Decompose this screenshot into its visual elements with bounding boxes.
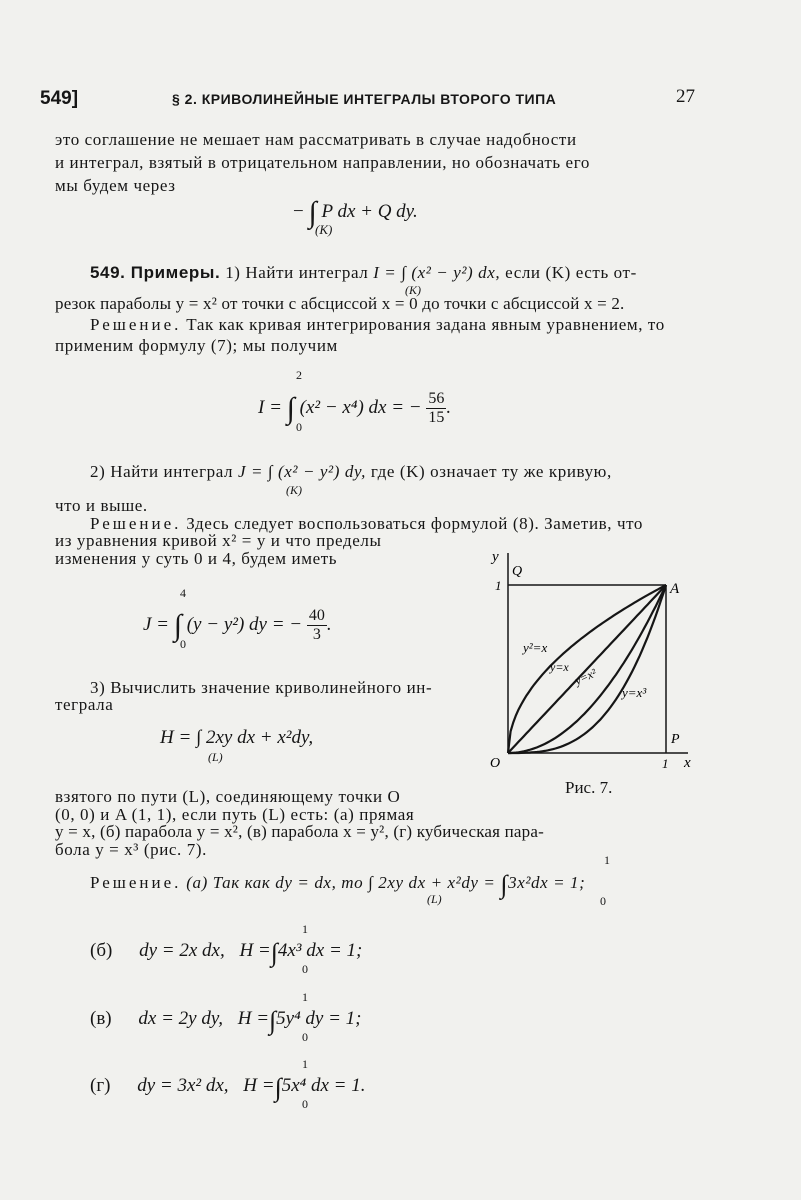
formula-inline: I = ∫ (x² − y²) dx, bbox=[373, 263, 501, 282]
fraction-denominator: 3 bbox=[312, 626, 321, 643]
curve-label-y-eq-x2: y=x² bbox=[572, 665, 599, 688]
case-equation: dx = 2y dy, bbox=[138, 1008, 223, 1029]
solution-text: Так как кривая интегрирования задана явным уравнением, то bbox=[186, 315, 665, 334]
example-line: y = x, (б) парабола y = x², (в) парабола x = y², (г) кубическая пара- bbox=[55, 822, 544, 841]
integral-sign: ∫ bbox=[274, 1073, 282, 1102]
y-axis-label: y bbox=[492, 549, 499, 565]
formula-inline: ∫ 2xy dx + x²dy = bbox=[368, 873, 496, 892]
solution-case-b bbox=[90, 940, 362, 966]
solution-case-c bbox=[90, 1008, 362, 1034]
case-equation: dy = 2x dx, bbox=[139, 940, 225, 961]
case-h: H = bbox=[243, 1075, 275, 1096]
formula-prefix: − bbox=[293, 201, 304, 222]
case-label: (б) bbox=[90, 940, 113, 961]
formula-lower-limit: (L) bbox=[208, 750, 223, 764]
solution-case-d bbox=[90, 1075, 366, 1101]
formula-integrand: (y − y²) dy = − bbox=[186, 613, 303, 635]
case-integral: 4x³ dx = 1; bbox=[277, 940, 363, 961]
formula-lower-limit: (L) bbox=[427, 892, 442, 906]
formula-inline: 3x²dx = 1; bbox=[508, 873, 586, 892]
curve-label-y-eq-x: y=x bbox=[550, 660, 569, 674]
curve-label-y-eq-x3: y=x³ bbox=[622, 685, 647, 700]
example-text: 1) Найти интеграл bbox=[225, 263, 369, 282]
formula-integrand: (x² − x⁴) dx = − bbox=[299, 396, 422, 418]
formula-lhs: J = bbox=[143, 613, 170, 635]
case-integral: 5y⁴ dy = 1; bbox=[276, 1008, 362, 1029]
example-line bbox=[90, 263, 637, 283]
example-line: взятого по пути (L), соединяющему точки O bbox=[55, 787, 401, 806]
point-a-label: A bbox=[670, 581, 680, 597]
upper-limit: 1 bbox=[302, 922, 308, 936]
integral-sign: ∫ bbox=[269, 1006, 277, 1035]
formula-lower-limit: (K) bbox=[315, 222, 333, 237]
running-title: § 2. КРИВОЛИНЕЙНЫЕ ИНТЕГРАЛЫ ВТОРОГО ТИПА bbox=[172, 91, 557, 107]
fraction-denominator: 15 bbox=[428, 409, 445, 426]
example-line bbox=[90, 462, 612, 482]
solution-line: применим формулу (7); мы получим bbox=[55, 336, 338, 355]
point-p-label: P bbox=[671, 732, 680, 747]
example-line: теграла bbox=[55, 695, 114, 714]
integral-sign: ∫ bbox=[286, 391, 295, 425]
example-line: 3) Вычислить значение криволинейного ин- bbox=[90, 678, 433, 697]
formula-end: . bbox=[446, 396, 452, 418]
lower-limit: 0 bbox=[302, 1030, 308, 1044]
formula-end: . bbox=[326, 613, 332, 635]
example-text: 2) Найти интеграл bbox=[90, 462, 234, 481]
upper-limit: 1 bbox=[604, 853, 610, 867]
formula-definite-integral bbox=[143, 607, 332, 644]
formula-line-integral: H = ∫ 2xy dx + x²dy, bbox=[160, 727, 314, 748]
integral-sign: ∫ bbox=[308, 196, 317, 229]
example-line: резок параболы y = x² от точки с абсциссой x = 0 до точки с абсциссой x = 2. bbox=[55, 294, 625, 313]
origin-label: O bbox=[490, 756, 501, 771]
case-label: (г) bbox=[90, 1075, 111, 1096]
example-line: бола y = x³ (рис. 7). bbox=[55, 840, 207, 859]
case-label: (в) bbox=[90, 1008, 112, 1029]
lower-limit: 0 bbox=[180, 637, 186, 651]
formula-lower-limit: (K) bbox=[405, 283, 421, 297]
solution-line: изменения y суть 0 и 4, будем иметь bbox=[55, 549, 338, 568]
lower-limit: 0 bbox=[302, 1097, 308, 1111]
case-integral: 5x⁴ dx = 1. bbox=[281, 1075, 366, 1096]
y-one-label: 1 bbox=[495, 578, 502, 593]
solution-line bbox=[90, 872, 585, 898]
integral-sign: ∫ bbox=[173, 608, 182, 642]
solution-text: (а) Так как dy = dx, то bbox=[186, 873, 364, 892]
formula-definite-integral bbox=[258, 390, 451, 427]
case-equation: dy = 3x² dx, bbox=[137, 1075, 229, 1096]
lower-limit: 0 bbox=[600, 894, 606, 908]
lower-limit: 0 bbox=[296, 420, 302, 434]
upper-limit: 1 bbox=[302, 1057, 308, 1071]
point-q-label: Q bbox=[512, 564, 523, 579]
case-h: H = bbox=[239, 940, 271, 961]
figure-caption: Рис. 7. bbox=[565, 778, 613, 797]
curve-label-x-eq-y2: y²=x bbox=[523, 640, 548, 655]
figure-7 bbox=[440, 545, 700, 805]
solution-label: Решение. bbox=[90, 514, 182, 533]
upper-limit: 2 bbox=[296, 368, 302, 382]
section-number: 549] bbox=[40, 88, 79, 109]
formula-lhs: I = bbox=[258, 396, 282, 418]
solution-line bbox=[90, 315, 665, 335]
integral-sign: ∫ bbox=[270, 938, 278, 967]
solution-label: Решение. bbox=[90, 873, 182, 892]
fraction-numerator: 40 bbox=[308, 607, 325, 624]
paragraph-line: и интеграл, взятый в отрицательном направлении, но обозначать его bbox=[55, 153, 590, 172]
example-text: где (K) означает ту же кривую, bbox=[370, 462, 612, 481]
upper-limit: 4 bbox=[180, 586, 186, 600]
formula-line-integral bbox=[293, 198, 418, 228]
formula-integrand: P dx + Q dy. bbox=[321, 201, 418, 222]
solution-label: Решение. bbox=[90, 315, 182, 334]
case-h: H = bbox=[237, 1008, 270, 1029]
paragraph-line: мы будем через bbox=[55, 176, 176, 195]
example-line: (0, 0) и A (1, 1), если путь (L) есть: (а) прямая bbox=[55, 805, 415, 824]
lower-limit: 0 bbox=[302, 962, 308, 976]
x-one-label: 1 bbox=[662, 756, 669, 771]
x-axis-label: x bbox=[684, 755, 691, 771]
example-heading: 549. Примеры. bbox=[90, 263, 221, 282]
solution-line: из уравнения кривой x² = y и что пределы bbox=[55, 531, 382, 550]
upper-limit: 1 bbox=[302, 990, 308, 1004]
fraction-numerator: 56 bbox=[428, 390, 445, 407]
formula-lower-limit: (K) bbox=[286, 483, 302, 497]
formula-inline: J = ∫ (x² − y²) dy, bbox=[238, 462, 367, 481]
page-number: 27 bbox=[676, 86, 695, 107]
example-text: если (K) есть от- bbox=[505, 263, 637, 282]
paragraph-line: это соглашение не мешает нам рассматривать в случае надобности bbox=[55, 130, 577, 149]
integral-sign: ∫ bbox=[500, 870, 509, 899]
solution-text: Здесь следует воспользоваться формулой (8). Заметив, что bbox=[186, 514, 644, 533]
example-line: что и выше. bbox=[55, 496, 148, 515]
